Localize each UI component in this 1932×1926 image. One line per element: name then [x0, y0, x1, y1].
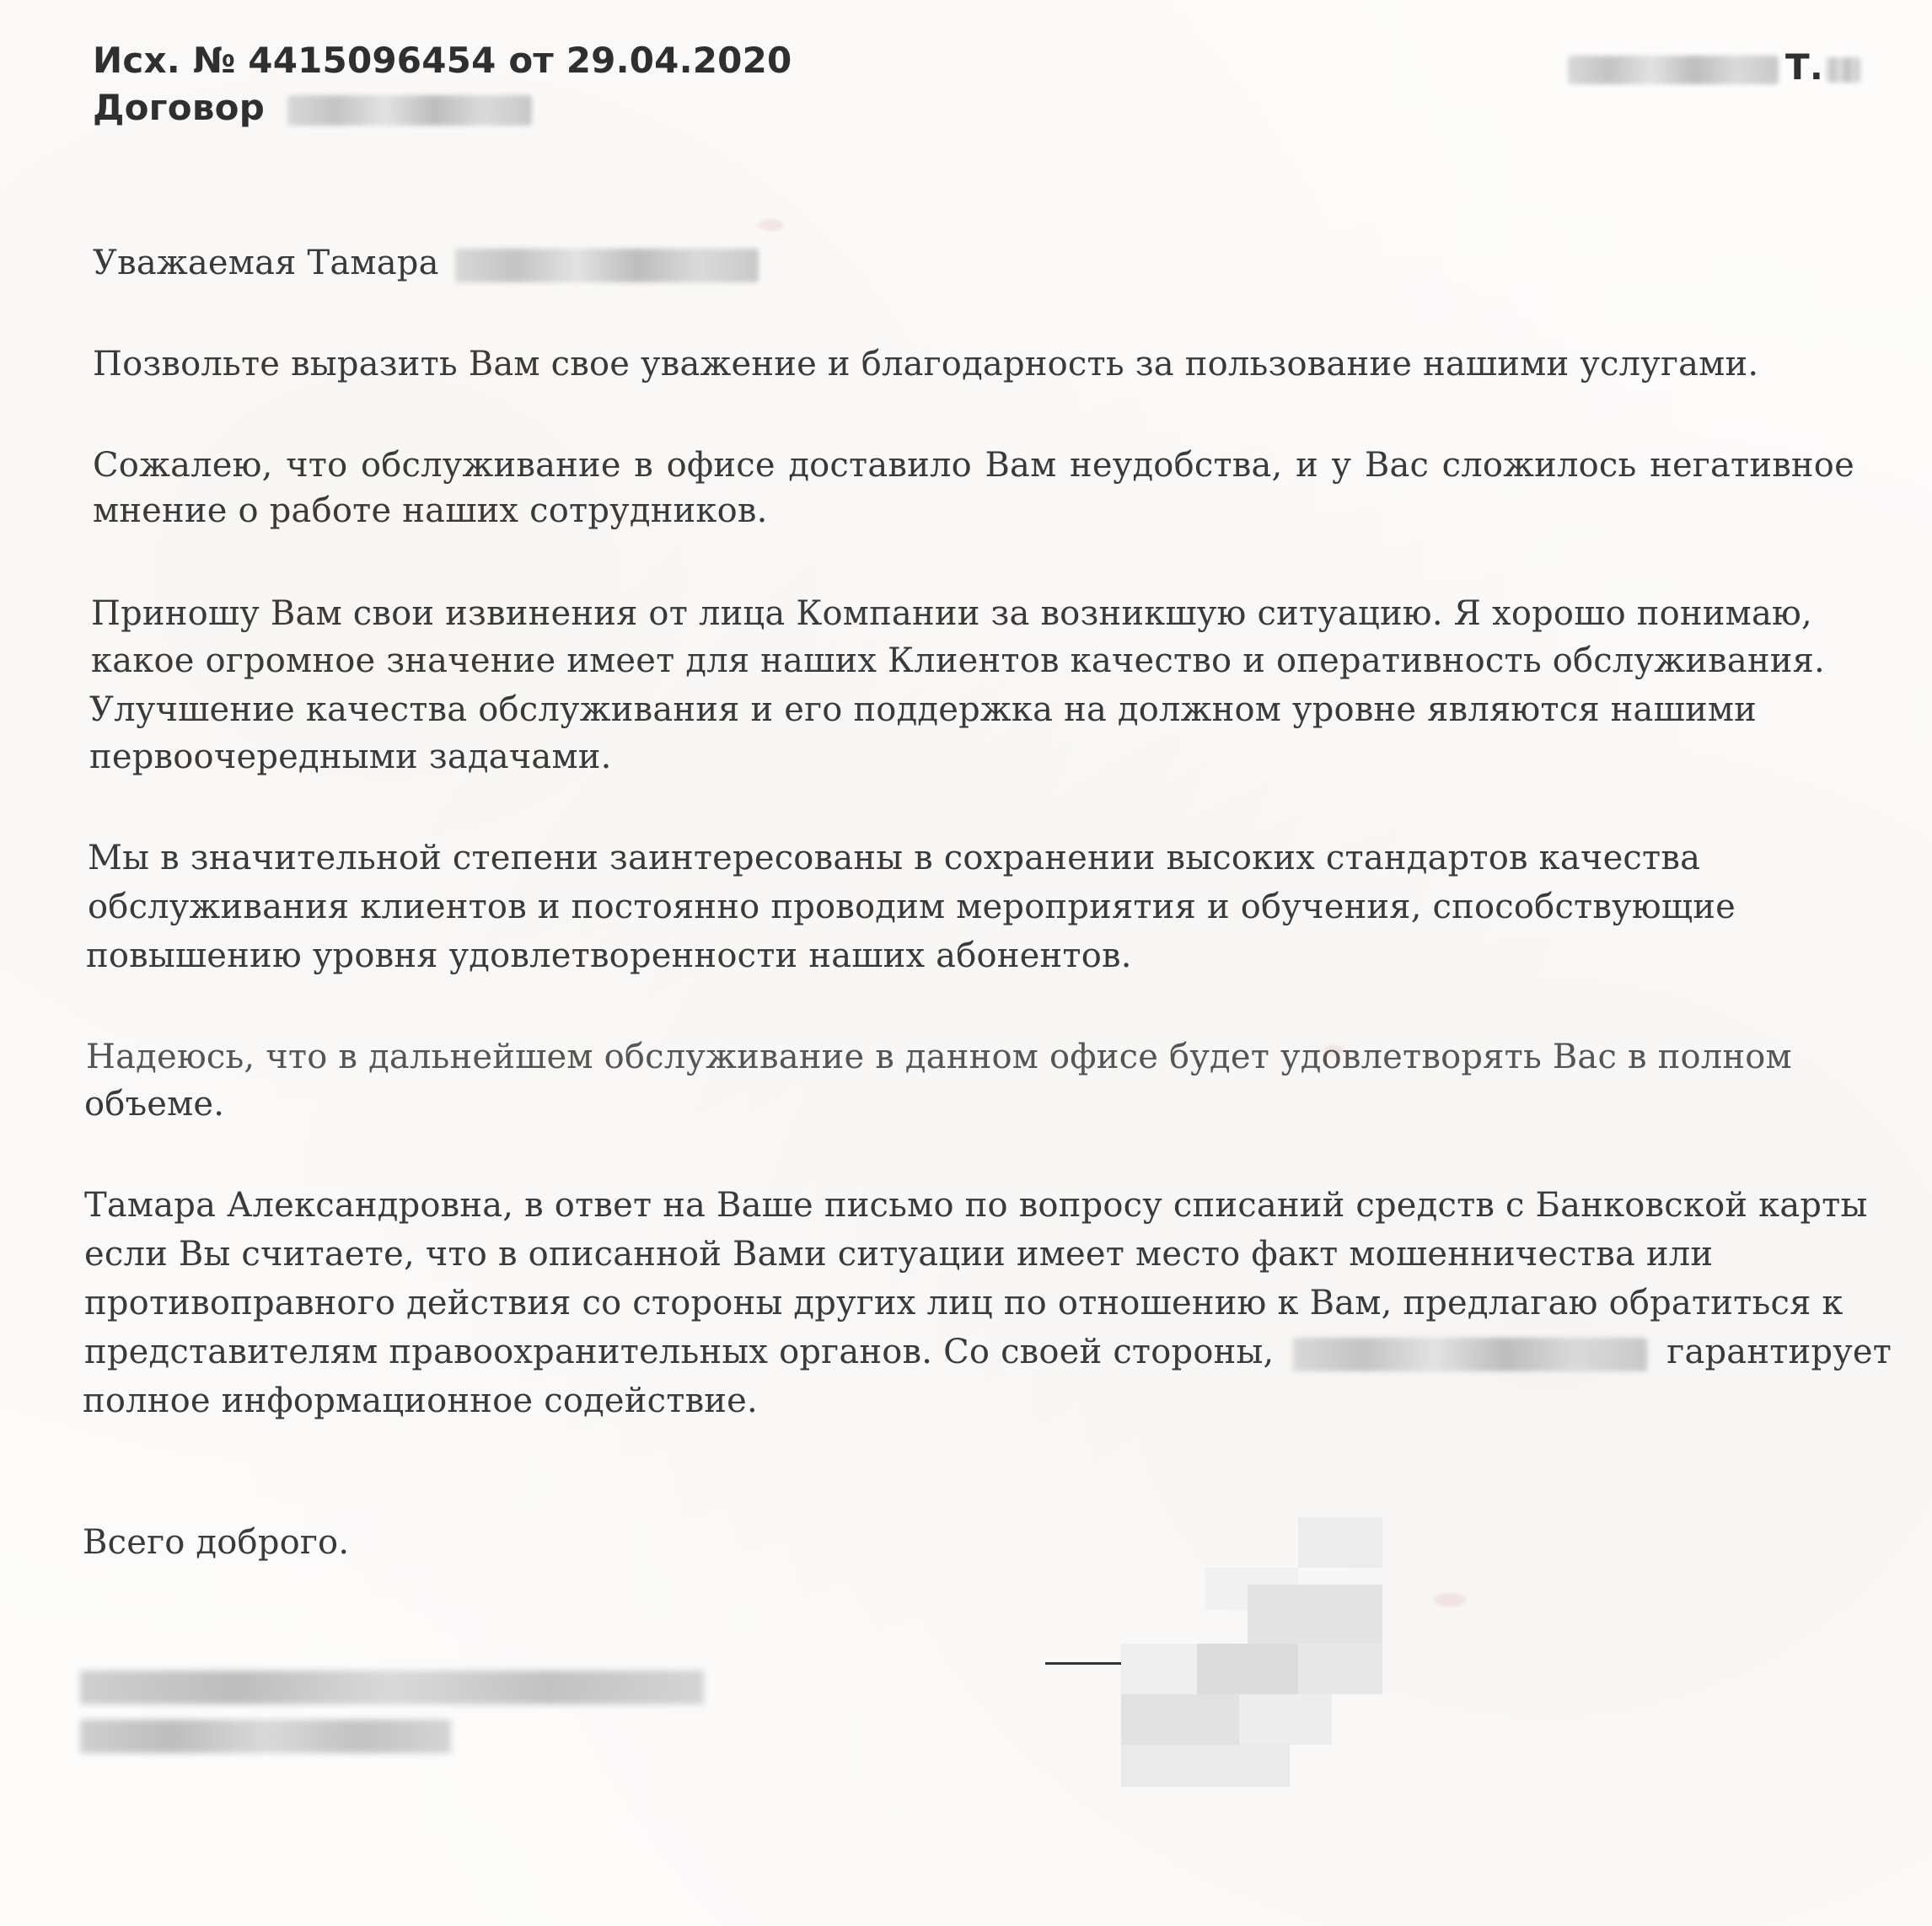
paragraph-4-line-3: повышению уровня удовлетворенности наших абонентов. [86, 936, 1132, 975]
paragraph-5-line-2: объеме. [84, 1085, 225, 1124]
paragraph-6-line-1: Тамара Александровна, в ответ на Ваше письмо по вопросу списаний средств с Банковской карты [84, 1186, 1868, 1225]
redacted-signer-title-line-1 [80, 1671, 704, 1704]
contract-line [93, 84, 532, 131]
paragraph-3-line-3: Улучшение качества обслуживания и его поддержка на должном уровне являются нашими [89, 690, 1758, 729]
redacted-recipient-surname [1568, 56, 1779, 84]
recipient-name [1568, 44, 1860, 91]
closing: Всего доброго. [83, 1523, 350, 1562]
paper-stain [759, 219, 784, 231]
contract-label: Договор [93, 87, 265, 128]
paragraph-3-line-2: какое огромное значение имеет для наших Клиентов качество и оперативность обслуживания. [91, 641, 1825, 680]
paragraph-6-line-4 [84, 1328, 1892, 1376]
paper-stain [1433, 1593, 1467, 1607]
signature-pixel [1248, 1585, 1382, 1644]
signature-pixel [1298, 1644, 1382, 1694]
paragraph-3-line-1: Приношу Вам свои извинения от лица Компании за возникшую ситуацию. Я хорошо понимаю, [91, 594, 1812, 633]
paragraph-2-line-2: мнение о работе наших сотрудников. [93, 491, 768, 530]
paragraph-4-line-2: обслуживания клиентов и постоянно проводим мероприятия и обучения, способствующие [88, 888, 1736, 926]
signature-pixel [1197, 1644, 1298, 1694]
paragraph-6-line-4-end: гарантирует [1666, 1333, 1892, 1371]
paragraph-2-line-1: Сожалею, что обслуживание в офисе доставило Вам неудобства, и у Вас сложилось негативное [93, 446, 1854, 485]
paragraph-5-line-1: Надеюсь, что в дальнейшем обслуживание в данном офисе будет удовлетворять Вас в полном [86, 1038, 1792, 1076]
greeting: Уважаемая Тамара [93, 239, 759, 287]
paragraph-1-line-1: Позвольте выразить Вам свое уважение и благодарность за пользование нашими услугами. [93, 345, 1759, 384]
recipient-initial: Т. [1785, 46, 1824, 88]
signature-pixel [1121, 1745, 1290, 1787]
paragraph-6-line-2: если Вы считаете, что в описанной Вами ситуации имеет место факт мошенничества или [84, 1235, 1714, 1274]
redacted-recipient-initial [1827, 57, 1860, 83]
redacted-company-name [1293, 1338, 1647, 1371]
signature-pixel [1121, 1694, 1239, 1745]
signature-pixel [1298, 1517, 1382, 1568]
signature-pixel [1239, 1694, 1332, 1745]
paragraph-6-line-3: противоправного действия со стороны других лиц по отношению к Вам, предлагаю обратиться к [84, 1284, 1843, 1322]
outgoing-reference: Исх. № 4415096454 от 29.04.2020 [93, 40, 792, 81]
signature-pixel [1121, 1644, 1197, 1694]
paragraph-6-line-5: полное информационное содействие. [83, 1381, 758, 1420]
paragraph-6-line-4-text: представителям правоохранительных органов. Со своей стороны, [84, 1333, 1275, 1371]
paragraph-4-line-1: Мы в значительной степени заинтересованы в сохранении высоких стандартов качества [88, 839, 1701, 877]
redacted-patronymic [455, 249, 759, 282]
paragraph-3-line-4: первоочередными задачами. [89, 738, 612, 776]
redacted-contract-number [287, 95, 532, 126]
signature-line [1045, 1662, 1121, 1665]
redacted-signer-title-line-2 [80, 1719, 451, 1753]
